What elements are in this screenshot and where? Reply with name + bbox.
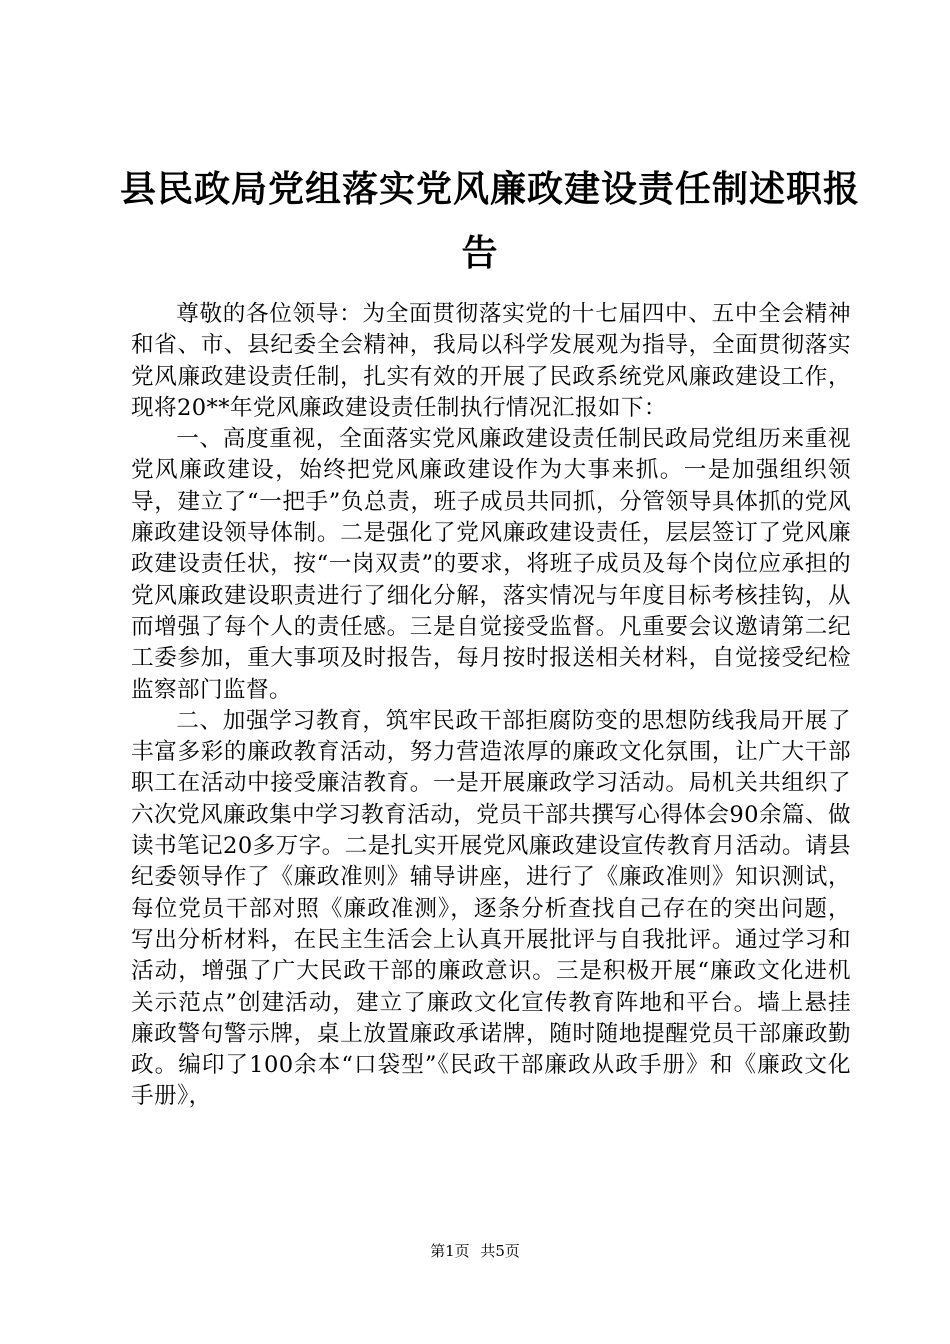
- page-number-current: 第1页: [430, 1242, 470, 1260]
- page-footer: [0, 1241, 950, 1261]
- page-number-total: 共5页: [480, 1242, 520, 1260]
- title-line-2: 告: [461, 233, 499, 274]
- title-line-1: 县民政局党组落实党风廉政建设责任制述职报: [120, 169, 861, 210]
- paragraph-section-1: 一、高度重视，全面落实党风廉政建设责任制民政局党组历来重视党风廉政建设，始终把党风廉政建设作为大事来抓。一是加强组织领导，建立了“一把手”负总责，班子成员共同抓，分管领导具体抓的党风廉政建设领导体制。二是强化了党风廉政建设责任，层层签订了党风廉政建设责任状，按“一岗双责”的要求，将班子成员及每个岗位应承担的党风廉政建设职责进行了细化分解，落实情况与年度目标考核挂钩，从而增强了每个人的责任感。三是自觉接受监督。凡重要会议邀请第二纪工委参加，重大事项及时报告，每月按时报送相关材料，自觉接受纪检监察部门监督。: [131, 426, 851, 703]
- document-body: [131, 299, 851, 1113]
- paragraph-salutation: 尊敬的各位领导：为全面贯彻落实党的十七届四中、五中全会精神和省、市、县纪委全会精神，我局以科学发展观为指导，全面贯彻落实党风廉政建设责任制，扎实有效的开展了民政系统党风廉政建设工作，现将20**年党风廉政建设责任制执行情况汇报如下：: [131, 301, 851, 421]
- document-title: [120, 158, 861, 286]
- paragraph-section-2: 二、加强学习教育，筑牢民政干部拒腐防变的思想防线我局开展了丰富多彩的廉政教育活动，努力营造浓厚的廉政文化氛围，让广大干部职工在活动中接受廉洁教育。一是开展廉政学习活动。局机关共组织了六次党风廉政集中学习教育活动，党员干部共撰写心得体会90余篇、做读书笔记20多万字。二是扎实开展党风廉政建设宣传教育月活动。请县纪委领导作了《廉政准则》辅导讲座，进行了《廉政准则》知识测试，每位党员干部对照《廉政准测》，逐条分析查找自己存在的突出问题，写出分析材料，在民主生活会上认真开展批评与自我批评。通过学习和活动，增强了广大民政干部的廉政意识。三是积极开展“廉政文化进机关示范点”创建活动，建立了廉政文化宣传教育阵地和平台。墙上悬挂廉政警句警示牌，桌上放置廉政承诺牌，随时随地提醒党员干部廉政勤政。编印了100余本“口袋型”《民政干部廉政从政手册》和《廉政文化手册》，: [131, 707, 851, 1110]
